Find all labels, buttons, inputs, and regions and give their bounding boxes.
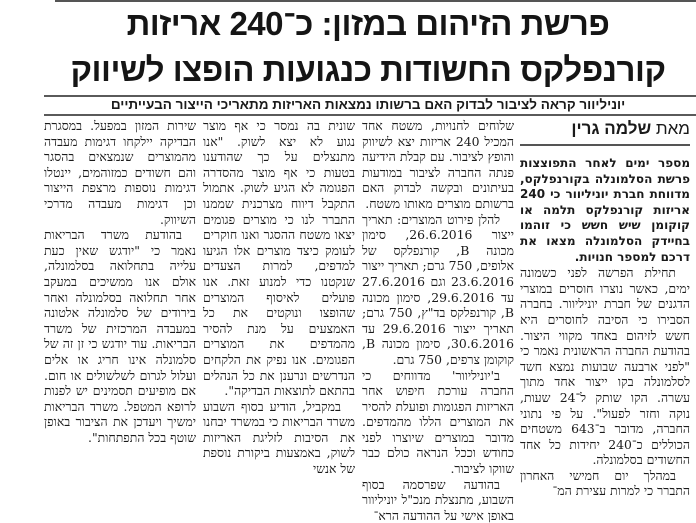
article-paragraph: שירות המזון במפעל. במסגרת הבדיקה יילקחו דגימות מעבדה מהמוצרים שנמצאים בהסגר והם חשודים כמזוהמים, יינטלו דגימות נוספות מרצפת הייצור וכן דגימות מעבדה מדרכי השיווק. [44, 118, 196, 227]
headline-text-2: קורנפלקס החשודות כנגועות הופצו לשיווק [70, 51, 666, 88]
article-column-intro [520, 118, 690, 499]
article-paragraph: במקביל, הודיע בסוף השבוע משרד הבריאות כי במשרד יבחנו את הסיבות לזליגת האריזות לשוק, באמצעות ביקורת נוספת של אנשי [203, 398, 355, 477]
byline [520, 118, 690, 146]
article-paragraph: במהלך יום חמישי האחרון התברר כי למרות עצירת המ־ [520, 467, 690, 499]
headline-line-2 [44, 48, 692, 92]
subtitle [44, 96, 692, 114]
article-paragraph: בהודעה שפרסמה בסוף השבוע, מתנצלת מנכ"ל יוניליוור באופן אישי על ההודעה הרא־ [362, 476, 514, 523]
headline-line-1 [44, 2, 692, 46]
divider-rule [44, 114, 696, 116]
article-paragraph: שונית בה נמסר כי אף מוצר נגוע לא יצא לשוק. "אנו מתנצלים על כך שהודענו בטעות כי אף מוצר מהסדרה הפגומה לא הגיע לשוק. אתמול התקבל דיווח מצרכנית שממנו התברר לנו כי מוצרים פגומים יצאו משטח ההסגר ואנו חוקרים לעומק כיצד מוצרים אלו הגיעו למדפים, למרות הצעדים שנקטנו כדי למנוע זאת. אנו פועלים לאיסוף המוצרים שהופצו ונוקטים את כל האמצעים על מנת להסיר מהמדפים את המוצרים הפגומים. אנו נפיק את הלקחים הנדרשים ונרענן את כל הנהלים בהתאם לתוצאות הבדיקה". [203, 118, 355, 399]
subtitle-text: יוניליוור קראה לציבור לבדוק האם ברשותו נמצאות האריזות מתאריכי הייצור הבעייתיים [110, 97, 626, 112]
article-paragraph: להלן פירוט המוצרים: תאריך ייצור 26.6.2016, סימון מכונה B, קורנפלקס של אלופים, 750 גרם; תאריך ייצור 23.6.2016 וגם 27.6.2016 עד 29.6.2016, סימון מכונה B, קורנפלקס בד"ץ, 750 גרם; תאריך ייצור 29.6.2016 עד 30.6.2016, סימון מכונה B, קוקומן צרפים, 750 גרם. [362, 211, 514, 367]
article-paragraph: בהודעת משרד הבריאות נאמר כי "יודגש שאין כעת עלייה בתחלואה בסלמונלה, אולם אנו ממשיכים במעקב אחר תחלואה בסלמונלה ואחר בירודים של סלמונלה אלטונה במעבדה המרכזית של משרד הבריאות. עוד יודגש כי זן זה של סלמונלה אינו חריג או אלים ועלול לגרום לשלשולים או חום. אם מופיעים תסמינים יש לפנות לרופא המטפל. משרד הבריאות ימשיך ויעדכן את הציבור באופן שוטף בכל התפתחות". [44, 227, 196, 445]
article-column-2 [362, 118, 514, 523]
article-lead: מספר ימים לאחר התפוצצות פרשת הסלמונלה בקורנפלקס, מדווחת חברת יוניליוור כי 240 אריזות קורנפלקס תלמה או קוקומן שיש חשש כי זוהמו בחיידק הסלמונלה מצאו את דרכם למספר חנויות. [520, 156, 690, 264]
article-paragraph: שלוחים לחנויות, משטח אחד המכיל 240 אריזות יצא לשיווק והופץ לציבור. עם קבלת הידיעה פנתה החברה לציבור במודעות בעיתונים ובקשה לבדוק האם ברשותם מוצרים מאותו משטח. [362, 118, 515, 211]
article-column-3 [203, 118, 355, 477]
article-paragraph: ב'יוניליוור' מדווחים כי החברה עורכת חיפוש אחר האריזות הפגומות ופועלת להסיר את המוצרים הללו מהמדפים. מדובר במוצרים שיוצרו לפני כחודש וככל הנראה כולם כבר שווקו לציבור. [362, 367, 514, 477]
byline-author: שלמה גרין [571, 119, 652, 138]
byline-prefix: מאת [655, 119, 690, 138]
article-column-4 [44, 118, 196, 445]
article-paragraph: תחילת הפרשה לפני כשמונה ימים, כאשר נוצרו חוסרים במוצרי הדגנים של חברת יוניליוור. בחברה הסבירו כי הסיבה לחוסרים היא חשש לזיהום באחד מקווי היצור. בהודעת החברה הראשונית נאמר כי "לפני ארבעה שבועות נמצא חשד לסלמונלה בקו ייצור אחד מתוך עשרה. הקו שותק ל־24 שעות, נוקה וחזר לפעול". על פי נתוני החברה, מדובר ב־643 משטחים הכוללים כ־240 יחידות כל אחד החשודים בסלמונלה. [520, 265, 690, 468]
headline-text-1: פרשת הזיהום במזון: כ־240 אריזות [126, 5, 610, 42]
